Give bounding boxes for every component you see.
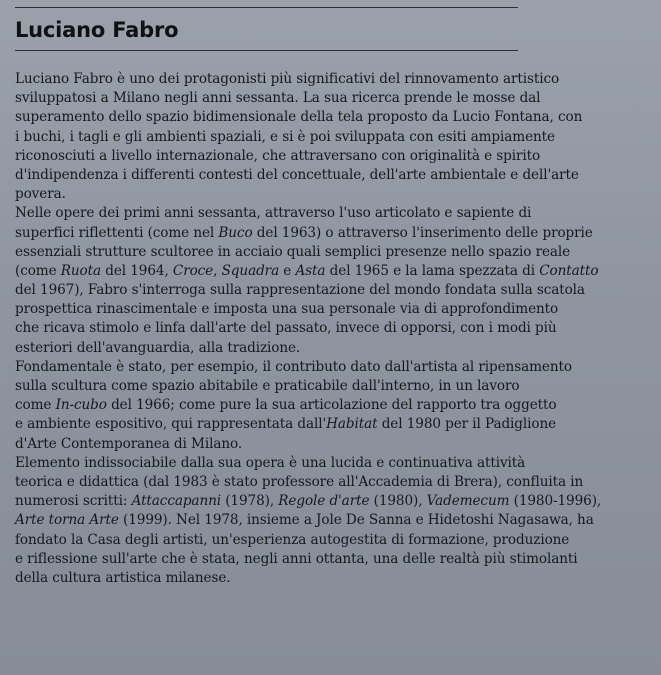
text-segment: fondato la Casa degli artisti, un'esperienza autogestita di formazione, produzione [15, 531, 570, 548]
work-title: Vademecum [426, 493, 510, 510]
text-segment: del 1963) o attraverso l'inserimento delle proprie [252, 224, 593, 241]
biography-text [15, 70, 655, 588]
text-segment: del 1964, [101, 262, 173, 279]
text-line [15, 300, 655, 319]
work-title: In-cubo [55, 397, 107, 414]
work-title: Habitat [326, 416, 378, 433]
text-segment: della cultura artistica milanese. [15, 569, 231, 586]
text-segment: Elemento indissociabile dalla sua opera è una lucida e continuativa attività [15, 454, 526, 471]
text-segment: prospettica rinascimentale e imposta una sua personale via di approfondimento [15, 301, 559, 318]
text-line [15, 531, 655, 550]
text-segment: e [279, 262, 296, 279]
text-segment: esteriori dell'avanguardia, alla tradizione. [15, 339, 301, 356]
text-line [15, 358, 655, 377]
text-line [15, 454, 655, 473]
text-line [15, 415, 655, 434]
text-line [15, 492, 655, 511]
text-line [15, 473, 655, 492]
text-line [15, 511, 655, 530]
text-segment: (1980), [369, 493, 427, 510]
text-segment: superfici riflettenti (come nel [15, 224, 219, 241]
text-segment: , [213, 262, 222, 279]
work-title: Contatto [539, 262, 599, 279]
text-line [15, 262, 655, 281]
title-rule [15, 50, 518, 51]
work-title: Ruota [60, 262, 102, 279]
text-segment: sviluppatosi a Milano negli anni sessanta. La sua ricerca prende le mosse dal [15, 90, 541, 107]
text-line [15, 435, 655, 454]
text-line [15, 147, 655, 166]
text-line [15, 339, 655, 358]
text-line [15, 319, 655, 338]
text-segment: del 1965 e la lama spezzata di [325, 262, 540, 279]
work-title: Buco [218, 224, 253, 241]
text-segment: (1978), [221, 493, 279, 510]
text-segment: Nelle opere dei primi anni sessanta, attraverso l'uso articolato e sapiente di [15, 205, 532, 222]
work-title: Regole d'arte [278, 493, 370, 510]
text-segment: che ricava stimolo e linfa dall'arte del passato, invece di opporsi, con i modi più [15, 320, 557, 337]
text-line [15, 396, 655, 415]
text-segment: Luciano Fabro è uno dei protagonisti più significativi del rinnovamento artistico [15, 71, 560, 87]
work-title: Croce [172, 262, 214, 279]
work-title: Attaccapanni [131, 493, 221, 510]
text-line [15, 377, 655, 396]
text-line [15, 281, 655, 300]
text-segment: numerosi scritti: [15, 493, 132, 510]
text-line [15, 70, 655, 89]
text-segment: (1999). Nel 1978, insieme a Jole De Sanna e Hidetoshi Nagasawa, ha [118, 512, 594, 529]
text-line [15, 108, 655, 127]
text-segment: teorica e didattica (dal 1983 è stato professore all'Accademia di Brera), confluita in [15, 473, 584, 490]
text-segment: (come [15, 262, 61, 279]
text-segment: del 1980 per il Padiglione [377, 416, 557, 433]
top-rule [15, 7, 518, 8]
work-title: Asta [295, 262, 326, 279]
text-segment: Fondamentale è stato, per esempio, il contributo dato dall'artista al ripensamento [15, 358, 572, 375]
work-title: Arte torna Arte [15, 512, 119, 529]
text-segment: del 1966; come pure la sua articolazione del rapporto tra oggetto [106, 397, 557, 414]
text-segment: povera. [15, 186, 66, 203]
text-line [15, 224, 655, 243]
text-segment: superamento dello spazio bidimensionale della tela proposto da Lucio Fontana, con [15, 109, 583, 126]
text-segment: d'Arte Contemporanea di Milano. [15, 435, 243, 452]
text-line [15, 128, 655, 147]
text-line [15, 569, 655, 588]
text-segment: essenziali strutture scultoree in acciaio quali semplici presenze nello spazio reale [15, 243, 571, 260]
text-line [15, 185, 655, 204]
text-segment: sulla scultura come spazio abitabile e praticabile dall'interno, in un lavoro [15, 378, 520, 394]
text-segment: i buchi, i tagli e gli ambienti spaziali, e si è poi sviluppata con esiti ampiamente [15, 128, 555, 145]
text-line [15, 204, 655, 223]
text-line [15, 89, 655, 108]
text-segment: e riflessione sull'arte che è stata, negli anni ottanta, una delle realtà più stimolanti [15, 550, 578, 567]
text-segment: come [15, 397, 56, 414]
text-line [15, 166, 655, 185]
text-segment: e ambiente espositivo, qui rappresentata dall' [15, 416, 327, 433]
text-line [15, 550, 655, 569]
work-title: Squadra [221, 262, 280, 279]
page-title: Luciano Fabro [15, 18, 179, 42]
text-line [15, 243, 655, 262]
text-segment: riconosciuti a livello internazionale, che attraversano con originalità e spirito [15, 147, 541, 164]
text-segment: del 1967), Fabro s'interroga sulla rappresentazione del mondo fondata sulla scatola [15, 282, 585, 299]
text-segment: (1980-1996), [509, 493, 602, 510]
text-segment: d'indipendenza i differenti contesti del concettuale, dell'arte ambientale e dell'arte [15, 166, 579, 183]
